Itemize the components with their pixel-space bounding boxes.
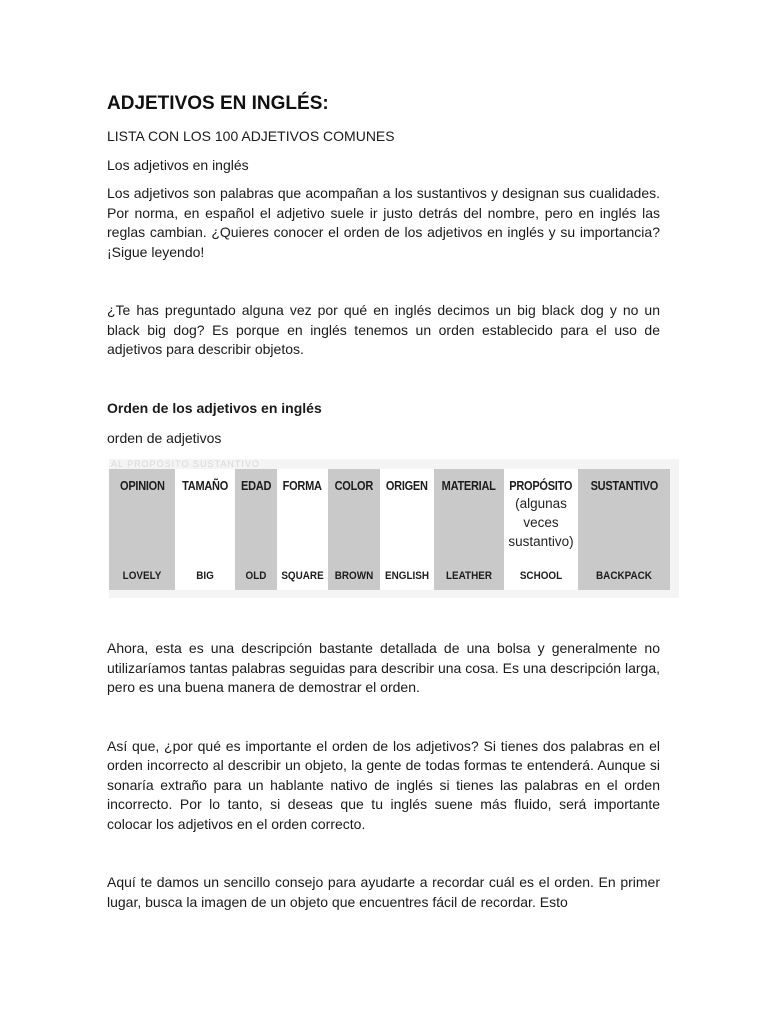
paragraph-description: Ahora, esta es una descripción bastante detallada de una bolsa y generalmente no utilizaríamos tantas palabras seguidas para describir una cosa. Es una descripción larga, pero es una buena manera de demostrar el orden. (107, 640, 660, 695)
column-sustantivo (578, 469, 670, 590)
column-example: BROWN (334, 570, 374, 582)
column-header: TAMAÑO (182, 479, 228, 493)
column-example: SQUARE (281, 570, 324, 582)
column-note-line: veces (523, 515, 559, 530)
paragraph-intro: Los adjetivos son palabras que acompañan a los sustantivos y designan sus cualidades. Por norma, en español el adjetivo suele ir justo detrás del nombre, pero en inglés las reglas cambian. ¿Quieres conocer el orden de los adjetivos en inglés y su importancia? ¡Sigue leyendo! (107, 185, 660, 260)
column-color (328, 469, 380, 590)
column-example: OLD (245, 570, 267, 582)
order-heading: Orden de los adjetivos en inglés (107, 399, 322, 416)
column-header: COLOR (334, 479, 374, 493)
paragraph-question: ¿Te has preguntado alguna vez por qué en inglés decimos un big black dog y no un black big dog? Es porque en inglés tenemos un orden establecido para el uso de adjetivos para describir objetos. (107, 302, 660, 357)
column-example: LOVELY (122, 570, 162, 582)
column-header: MATERIAL (442, 479, 496, 493)
faint-header-text: AL PROPÓSITO SUSTANTIVO (111, 459, 260, 469)
column-example: ENGLISH (384, 570, 430, 582)
column-header: SUSTANTIVO (590, 479, 658, 493)
column-header: PROPÓSITO (509, 479, 573, 493)
section-label: Los adjetivos en inglés (107, 157, 249, 173)
column-example: LEATHER (445, 570, 493, 582)
column-proposito (504, 469, 578, 590)
document-body (107, 92, 660, 448)
column-header: EDAD (240, 479, 272, 493)
column-material (434, 469, 504, 590)
column-note-line: sustantivo) (508, 534, 574, 549)
column-origen (380, 469, 434, 590)
column-example: BIG (196, 570, 214, 582)
column-example: BACKPACK (596, 570, 652, 582)
document-body-lower (107, 639, 660, 912)
document-subtitle: LISTA CON LOS 100 ADJETIVOS COMUNES (107, 128, 395, 144)
column-header: ORIGEN (386, 479, 428, 493)
paragraph-importance: Así que, ¿por qué es importante el orden de los adjetivos? Si tienes dos palabras en el orden incorrecto al describir un objeto, la gente de todas formas te entenderá. Aunque si sonaría extraño para un hablante nativo de inglés si tienes las palabras en el orden incorrecto. Por lo tanto, si deseas que tu inglés suene más fluido, será importante colocar los adjetivos en el orden correcto. (107, 737, 660, 832)
column-header: FORMA (282, 479, 322, 493)
column-note (508, 494, 573, 551)
column-edad (235, 469, 277, 590)
image-caption: orden de adjetivos (107, 429, 222, 446)
column-note-line: (algunas (515, 496, 567, 511)
column-opinion (109, 469, 175, 590)
column-tamano (175, 469, 235, 590)
paragraph-tip: Aquí te damos un sencillo consejo para ayudarte a recordar cuál es el orden. En primer lugar, busca la imagen de un objeto que encuentres fácil de recordar. Esto (107, 874, 660, 910)
column-forma (277, 469, 328, 590)
column-header: OPINION (119, 479, 165, 493)
adjective-order-columns (109, 469, 670, 590)
adjective-order-table (109, 459, 679, 598)
column-example: SCHOOL (519, 570, 563, 582)
document-title: ADJETIVOS EN INGLÉS: (107, 93, 329, 114)
